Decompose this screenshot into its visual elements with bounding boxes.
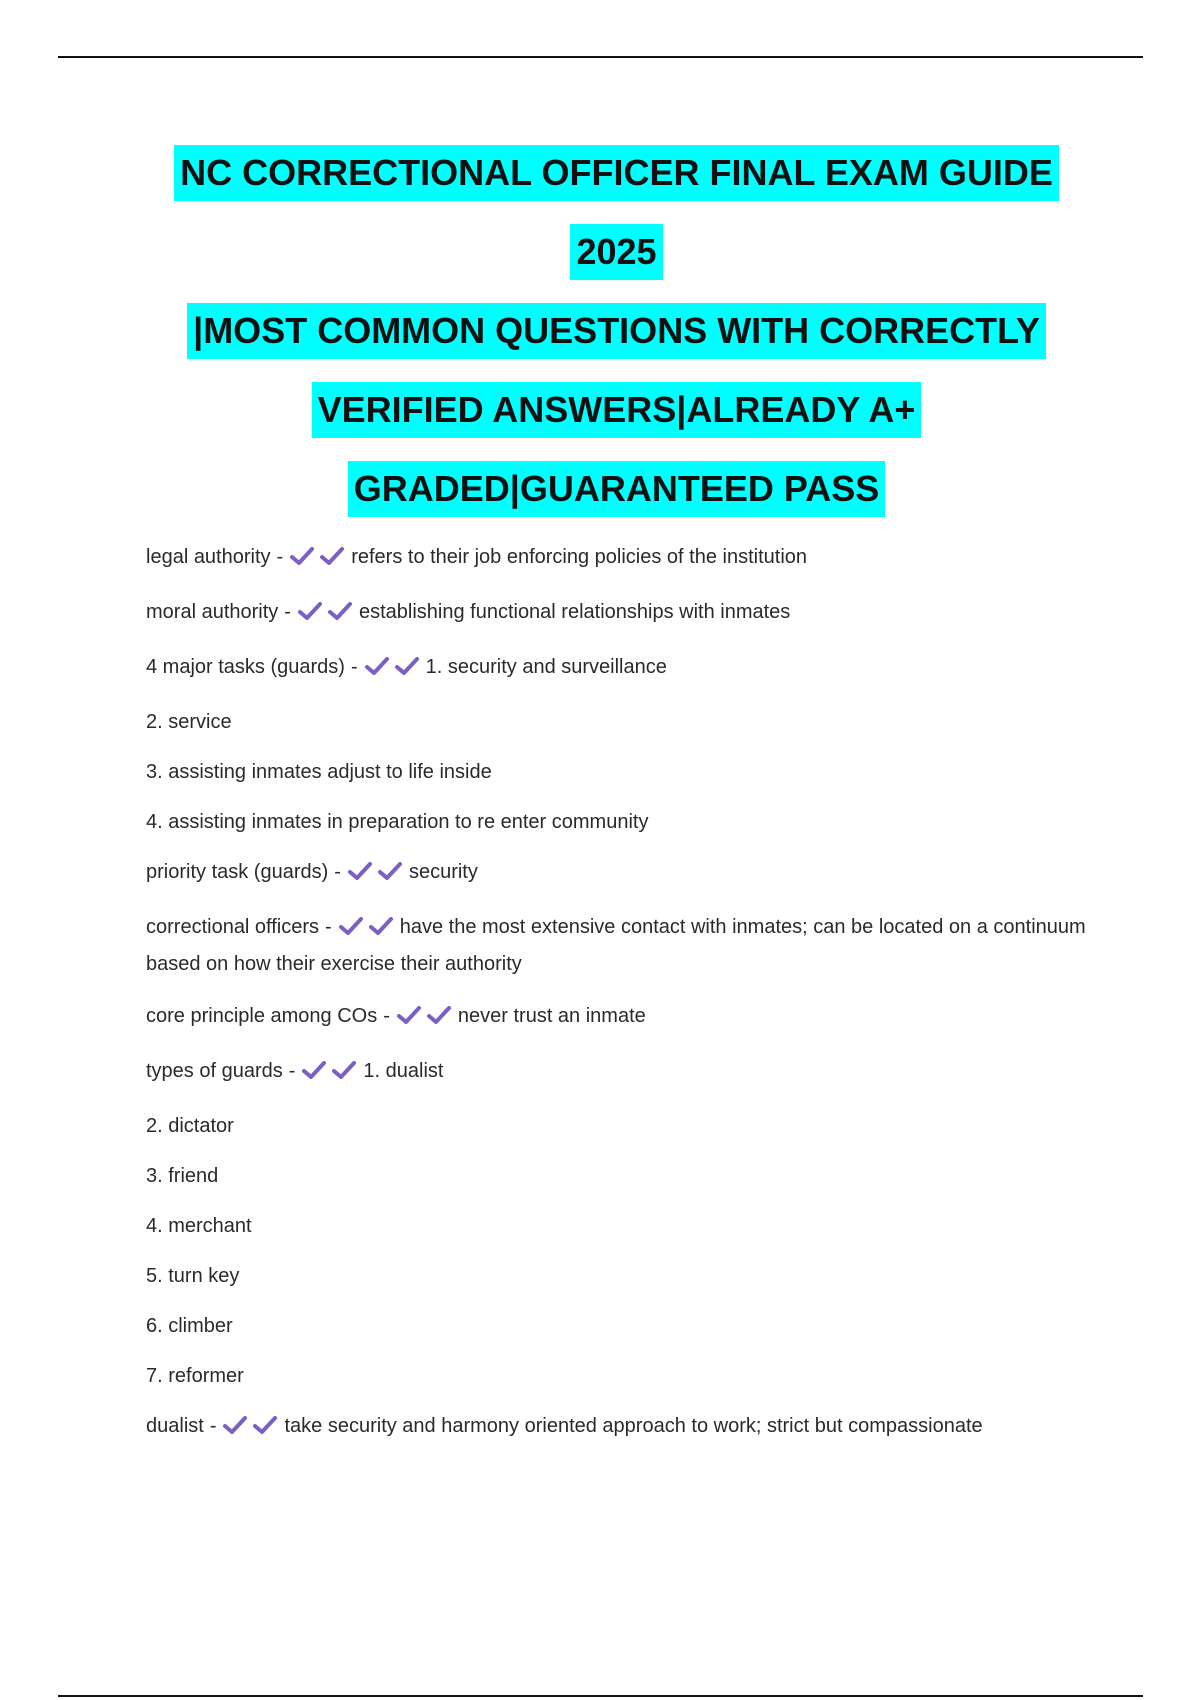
check-icon <box>331 1060 357 1080</box>
qa-continuation-line: 2. service <box>146 711 232 733</box>
qa-entry <box>146 999 1096 1036</box>
double-check-icon <box>338 913 398 947</box>
qa-separator: - <box>276 546 284 568</box>
footer-rule <box>58 1695 1143 1697</box>
qa-answer: 1. dualist <box>363 1060 444 1082</box>
check-icon <box>364 656 390 676</box>
check-icon <box>319 546 345 566</box>
title-line-1: NC CORRECTIONAL OFFICER FINAL EXAM GUIDE <box>174 145 1059 201</box>
double-check-icon <box>289 543 349 577</box>
qa-continuation-line: 5. turn key <box>146 1265 240 1287</box>
check-icon <box>396 1005 422 1025</box>
check-icon <box>347 861 373 881</box>
double-check-icon <box>347 858 407 892</box>
qa-entry <box>146 650 1096 687</box>
qa-entry <box>146 1054 1096 1091</box>
qa-term: correctional officers <box>146 916 320 938</box>
qa-term: types of guards <box>146 1060 283 1082</box>
qa-entry <box>146 855 1096 892</box>
check-icon <box>289 546 315 566</box>
qa-continuation-line: 3. assisting inmates adjust to life inside <box>146 761 492 783</box>
title-line-4: VERIFIED ANSWERS|ALREADY A+ <box>312 382 922 438</box>
check-icon <box>338 916 364 936</box>
check-icon <box>426 1005 452 1025</box>
qa-continuation-line: 6. climber <box>146 1315 233 1337</box>
check-icon <box>252 1415 278 1435</box>
double-check-icon <box>396 1002 456 1036</box>
qa-separator: - <box>383 1005 390 1027</box>
title-line-5: GRADED|GUARANTEED PASS <box>348 461 885 517</box>
qa-separator: - <box>284 601 291 623</box>
check-icon <box>327 601 353 621</box>
double-check-icon <box>297 598 357 632</box>
qa-separator: - <box>350 656 358 678</box>
qa-answer: never trust an inmate <box>457 1005 646 1027</box>
qa-term: priority task (guards) <box>146 861 329 883</box>
document-title <box>0 145 1200 540</box>
check-icon <box>297 601 323 621</box>
qa-continuation-line: 4. merchant <box>146 1215 252 1237</box>
qa-term: dualist <box>146 1415 204 1437</box>
double-check-icon <box>301 1057 361 1091</box>
double-check-icon <box>364 653 424 687</box>
qa-entry <box>146 540 1096 577</box>
double-check-icon <box>222 1412 282 1446</box>
qa-entry <box>146 595 1096 632</box>
qa-answer: 1. security and surveillance <box>425 656 667 678</box>
qa-answer: have the most extensive contact with inmates; can be located on a continuum based on how their exercise their authority <box>146 916 1086 975</box>
qa-term: moral authority <box>146 601 279 623</box>
qa-continuation-line: 4. assisting inmates in preparation to re enter community <box>146 811 649 833</box>
title-line-2: 2025 <box>570 224 662 280</box>
qa-separator: - <box>288 1060 296 1082</box>
qa-continuation-line: 7. reformer <box>146 1365 244 1387</box>
qa-separator: - <box>325 916 332 938</box>
qa-answer: take security and harmony oriented approach to work; strict but compassionate <box>284 1415 983 1437</box>
qa-separator: - <box>209 1415 217 1437</box>
qa-list <box>146 540 1096 1464</box>
check-icon <box>394 656 420 676</box>
qa-term: core principle among COs <box>146 1005 378 1027</box>
qa-entry <box>146 910 1096 981</box>
qa-entry <box>146 1409 1096 1446</box>
header-rule <box>58 56 1143 58</box>
check-icon <box>301 1060 327 1080</box>
qa-answer: security <box>408 861 478 883</box>
qa-separator: - <box>334 861 341 883</box>
qa-term: legal authority <box>146 546 271 568</box>
check-icon <box>222 1415 248 1435</box>
title-line-3: |MOST COMMON QUESTIONS WITH CORRECTLY <box>187 303 1046 359</box>
qa-continuation-line: 2. dictator <box>146 1115 234 1137</box>
qa-answer: establishing functional relationships with inmates <box>358 601 791 623</box>
qa-answer: refers to their job enforcing policies of the institution <box>351 546 808 568</box>
check-icon <box>368 916 394 936</box>
qa-term: 4 major tasks (guards) <box>146 656 345 678</box>
qa-continuation-line: 3. friend <box>146 1165 219 1187</box>
check-icon <box>377 861 403 881</box>
